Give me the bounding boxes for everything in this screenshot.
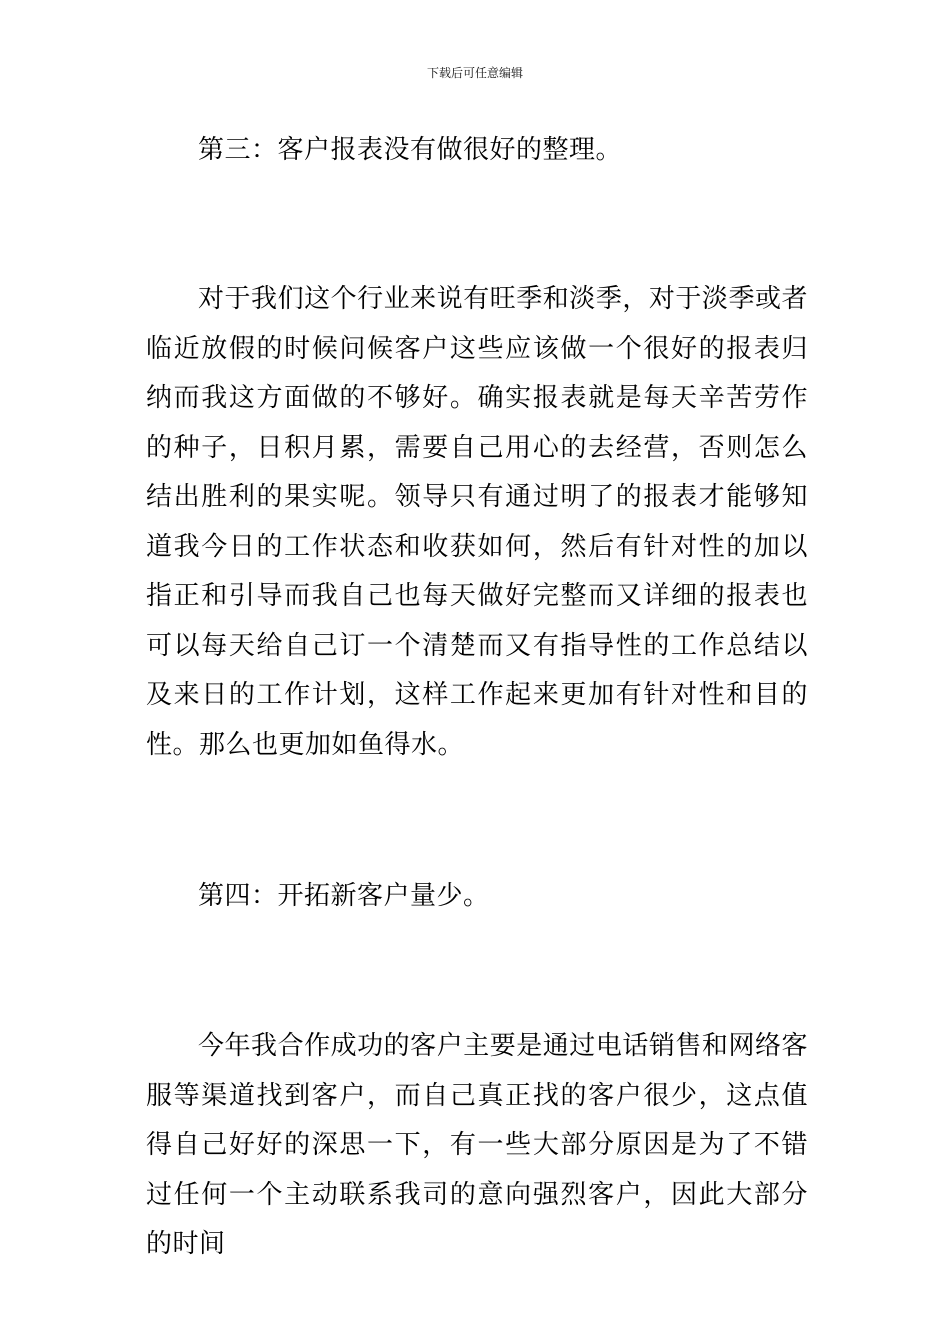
section-heading-4: 第四：开拓新客户量少。 (198, 881, 490, 911)
section-heading-3: 第三：客户报表没有做很好的整理。 (198, 135, 623, 165)
page-header: 下载后可任意编辑 (426, 66, 523, 80)
paragraph-new-clients: 今年我合作成功的客户主要是通过电话销售和网络客服等渠道找到客户，而自己真正找的客户很少，这点值得自己好好的深思一下，有一些大部分原因是为了不错过任何一个主动联系我司的意向强烈客户，因此大部分的时间 (146, 1031, 808, 1259)
paragraph-report-organization: 对于我们这个行业来说有旺季和淡季，对于淡季或者临近放假的时候问候客户这些应该做一个很好的报表归纳而我这方面做的不够好。确实报表就是每天辛苦劳作的种子，日积月累，需要自己用心的去经营，否则怎么结出胜利的果实呢。领导只有通过明了的报表才能够知道我今日的工作状态和收获如何，然后有针对性的加以指正和引导而我自己也每天做好完整而又详细的报表也可以每天给自己订一个清楚而又有指导性的工作总结以及来日的工作计划，这样工作起来更加有针对性和目的性。那么也更加如鱼得水。 (146, 284, 808, 760)
